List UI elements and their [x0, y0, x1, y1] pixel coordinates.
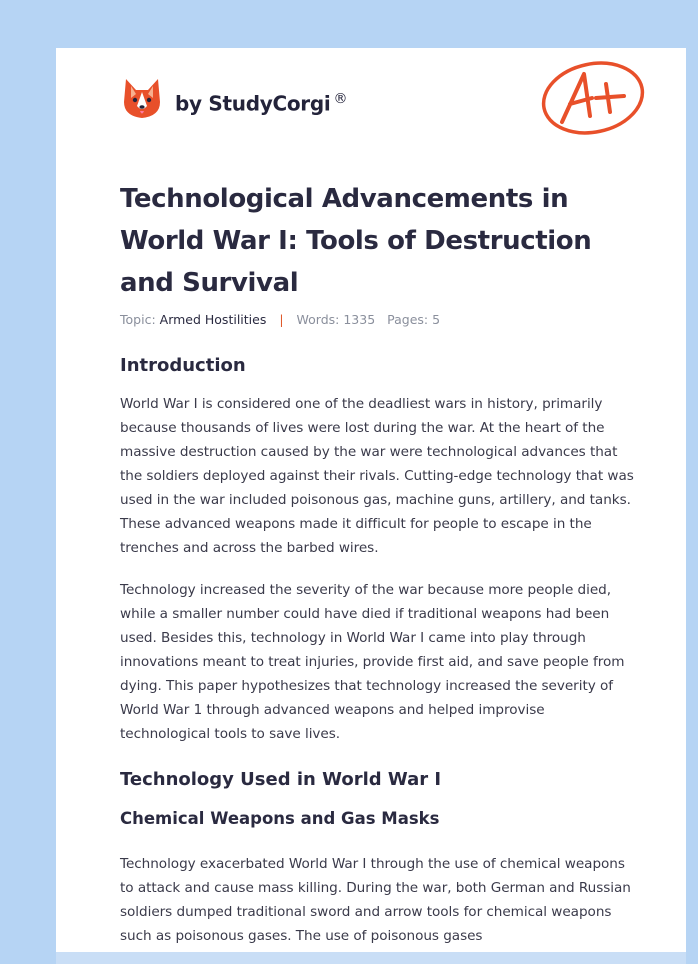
- word-count: Words: 1335: [296, 312, 376, 327]
- page-title: Technological Advancements in World War I: Tools of Destruction and Survival: [120, 184, 592, 298]
- brand-name: by StudyCorgi ®: [175, 90, 348, 116]
- topic-link[interactable]: Armed Hostilities: [159, 312, 267, 327]
- paragraph: Technology increased the severity of the war because more people died, while a smaller number could have died if traditional weapons had been used. Besides this, technology in World War I came into play through innovations meant to treat injuries, provide first aid, and save people from dying. This paper hypothesizes that technology increased the severity of World War 1 through advanced weapons and helped improvise technological tools to save lives.: [120, 582, 625, 742]
- essay-body: [120, 348, 634, 948]
- essay-meta: [120, 312, 440, 327]
- paragraph: World War I is considered one of the deadliest wars in history, primarily because thousands of lives were lost during the war. At the heart of the massive destruction caused by the war were technological advances that the soldiers deployed against their rivals. Cutting-edge technology that was used in the war included poisonous gas, machine guns, artillery, and tanks. These advanced weapons made it difficult for people to escape in the trenches and across the barbed wires.: [120, 396, 634, 556]
- heading-introduction: Introduction: [120, 355, 246, 376]
- studycorgi-logo[interactable]: [122, 76, 347, 120]
- paragraph: Technology exacerbated World War I through the use of chemical weapons to attack and cause mass killing. During the war, both German and Russian soldiers dumped traditional sword and arrow tools for chemical weapons such as poisonous gases. The use of poisonous gases: [120, 856, 631, 944]
- heading-technology-used: Technology Used in World War I: [120, 769, 442, 790]
- meta-separator: |: [279, 312, 284, 327]
- heading-chemical-weapons: Chemical Weapons and Gas Masks: [120, 809, 440, 828]
- document-page: [56, 48, 686, 952]
- topic-label: Topic:: [120, 312, 156, 327]
- a-plus-grade-icon: [538, 58, 648, 140]
- corgi-icon: [122, 76, 162, 120]
- page-count: Pages: 5: [387, 312, 441, 327]
- page-shadow: [56, 952, 686, 964]
